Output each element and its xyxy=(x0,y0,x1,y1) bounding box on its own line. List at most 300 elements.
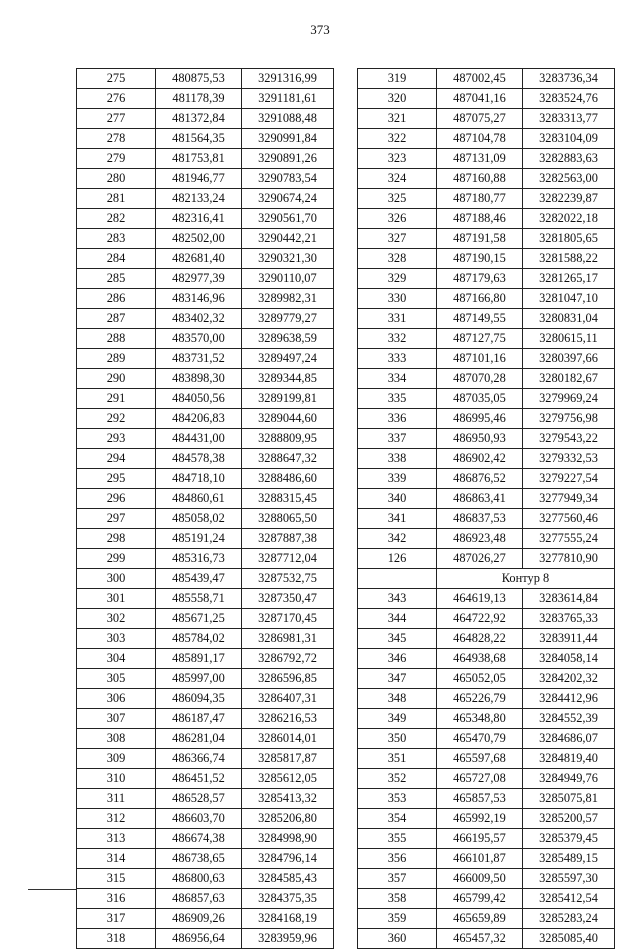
point-number-cell: 318 xyxy=(77,929,156,949)
y-coordinate-cell: 3287170,45 xyxy=(242,609,334,629)
table-row xyxy=(77,349,334,369)
table-row xyxy=(77,129,334,149)
table-row xyxy=(77,549,334,569)
table-row xyxy=(77,269,334,289)
y-coordinate-cell: 3279756,98 xyxy=(523,409,615,429)
x-coordinate-cell: 486528,57 xyxy=(156,789,242,809)
x-coordinate-cell: 485558,71 xyxy=(156,589,242,609)
table-row xyxy=(358,749,615,769)
table-row xyxy=(358,129,615,149)
x-coordinate-cell: 485784,02 xyxy=(156,629,242,649)
x-coordinate-cell: 487026,27 xyxy=(437,549,523,569)
point-number-cell: 351 xyxy=(358,749,437,769)
y-coordinate-cell: 3280182,67 xyxy=(523,369,615,389)
table-row xyxy=(358,489,615,509)
table-row xyxy=(358,249,615,269)
y-coordinate-cell: 3284202,32 xyxy=(523,669,615,689)
point-number-cell: 278 xyxy=(77,129,156,149)
table-row xyxy=(77,529,334,549)
y-coordinate-cell: 3279543,22 xyxy=(523,429,615,449)
y-coordinate-cell: 3284796,14 xyxy=(242,849,334,869)
y-coordinate-cell: 3285412,54 xyxy=(523,889,615,909)
table-row xyxy=(77,789,334,809)
y-coordinate-cell: 3286216,53 xyxy=(242,709,334,729)
table-row xyxy=(358,589,615,609)
y-coordinate-cell: 3286596,85 xyxy=(242,669,334,689)
table-row xyxy=(77,749,334,769)
table-row xyxy=(358,769,615,789)
x-coordinate-cell: 485058,02 xyxy=(156,509,242,529)
table-row xyxy=(77,69,334,89)
x-coordinate-cell: 487188,46 xyxy=(437,209,523,229)
y-coordinate-cell: 3287532,75 xyxy=(242,569,334,589)
point-number-cell: 341 xyxy=(358,509,437,529)
point-number-cell: 327 xyxy=(358,229,437,249)
table-row xyxy=(77,889,334,909)
point-number-cell: 349 xyxy=(358,709,437,729)
x-coordinate-cell: 465659,89 xyxy=(437,909,523,929)
point-number-cell: 297 xyxy=(77,509,156,529)
point-number-cell: 317 xyxy=(77,909,156,929)
x-coordinate-cell: 487160,88 xyxy=(437,169,523,189)
x-coordinate-cell: 465457,32 xyxy=(437,929,523,949)
x-coordinate-cell: 487101,16 xyxy=(437,349,523,369)
table-row xyxy=(77,429,334,449)
y-coordinate-cell: 3288315,45 xyxy=(242,489,334,509)
point-number-cell: 359 xyxy=(358,909,437,929)
point-number-cell: 286 xyxy=(77,289,156,309)
x-coordinate-cell: 466101,87 xyxy=(437,849,523,869)
table-row xyxy=(358,229,615,249)
y-coordinate-cell: 3282022,18 xyxy=(523,209,615,229)
y-coordinate-cell: 3284412,96 xyxy=(523,689,615,709)
point-number-cell: 326 xyxy=(358,209,437,229)
table-row xyxy=(358,809,615,829)
table-row xyxy=(77,149,334,169)
x-coordinate-cell: 482316,41 xyxy=(156,209,242,229)
y-coordinate-cell: 3290321,30 xyxy=(242,249,334,269)
y-coordinate-cell: 3284058,14 xyxy=(523,649,615,669)
x-coordinate-cell: 484860,61 xyxy=(156,489,242,509)
point-number-cell: 335 xyxy=(358,389,437,409)
y-coordinate-cell: 3286981,31 xyxy=(242,629,334,649)
y-coordinate-cell: 3291181,61 xyxy=(242,89,334,109)
x-coordinate-cell: 464722,92 xyxy=(437,609,523,629)
x-coordinate-cell: 487131,09 xyxy=(437,149,523,169)
point-number-cell: 350 xyxy=(358,729,437,749)
table-row xyxy=(358,409,615,429)
y-coordinate-cell: 3285206,80 xyxy=(242,809,334,829)
point-number-cell: 308 xyxy=(77,729,156,749)
x-coordinate-cell: 486876,52 xyxy=(437,469,523,489)
x-coordinate-cell: 486187,47 xyxy=(156,709,242,729)
table-row xyxy=(77,189,334,209)
table-row xyxy=(358,529,615,549)
point-number-cell: 296 xyxy=(77,489,156,509)
point-number-cell: 275 xyxy=(77,69,156,89)
contour-heading-row xyxy=(358,569,615,589)
y-coordinate-cell: 3289044,60 xyxy=(242,409,334,429)
coordinates-table-left xyxy=(76,68,334,949)
x-coordinate-cell: 482681,40 xyxy=(156,249,242,269)
table-row xyxy=(77,609,334,629)
y-coordinate-cell: 3290561,70 xyxy=(242,209,334,229)
x-coordinate-cell: 486857,63 xyxy=(156,889,242,909)
table-row xyxy=(358,449,615,469)
table-row xyxy=(77,449,334,469)
x-coordinate-cell: 481753,81 xyxy=(156,149,242,169)
x-coordinate-cell: 486863,41 xyxy=(437,489,523,509)
table-row xyxy=(77,929,334,949)
table-row xyxy=(77,229,334,249)
table-row xyxy=(77,409,334,429)
point-number-cell: 279 xyxy=(77,149,156,169)
x-coordinate-cell: 486451,52 xyxy=(156,769,242,789)
y-coordinate-cell: 3283959,96 xyxy=(242,929,334,949)
y-coordinate-cell: 3285085,40 xyxy=(523,929,615,949)
point-number-cell: 358 xyxy=(358,889,437,909)
point-number-cell: 345 xyxy=(358,629,437,649)
x-coordinate-cell: 465857,53 xyxy=(437,789,523,809)
point-number-cell: 313 xyxy=(77,829,156,849)
x-coordinate-cell: 481372,84 xyxy=(156,109,242,129)
table-row xyxy=(77,489,334,509)
point-number-cell: 331 xyxy=(358,309,437,329)
table-row xyxy=(77,649,334,669)
x-coordinate-cell: 483570,00 xyxy=(156,329,242,349)
table-row xyxy=(358,389,615,409)
point-number-cell: 333 xyxy=(358,349,437,369)
y-coordinate-cell: 3283313,77 xyxy=(523,109,615,129)
x-coordinate-cell: 486956,64 xyxy=(156,929,242,949)
x-coordinate-cell: 486800,63 xyxy=(156,869,242,889)
table-row xyxy=(77,329,334,349)
point-number-cell: 352 xyxy=(358,769,437,789)
x-coordinate-cell: 465597,68 xyxy=(437,749,523,769)
point-number-cell: 336 xyxy=(358,409,437,429)
x-coordinate-cell: 487180,77 xyxy=(437,189,523,209)
point-number-cell: 291 xyxy=(77,389,156,409)
point-number-cell: 344 xyxy=(358,609,437,629)
point-number-cell: 276 xyxy=(77,89,156,109)
x-coordinate-cell: 484050,56 xyxy=(156,389,242,409)
x-coordinate-cell: 486950,93 xyxy=(437,429,523,449)
x-coordinate-cell: 482977,39 xyxy=(156,269,242,289)
y-coordinate-cell: 3284949,76 xyxy=(523,769,615,789)
x-coordinate-cell: 487127,75 xyxy=(437,329,523,349)
x-coordinate-cell: 465226,79 xyxy=(437,689,523,709)
point-number-cell: 303 xyxy=(77,629,156,649)
table-row xyxy=(77,389,334,409)
x-coordinate-cell: 486674,38 xyxy=(156,829,242,849)
table-row xyxy=(358,209,615,229)
point-number-cell: 283 xyxy=(77,229,156,249)
point-number-cell: 357 xyxy=(358,869,437,889)
table-row xyxy=(77,769,334,789)
x-coordinate-cell: 487041,16 xyxy=(437,89,523,109)
y-coordinate-cell: 3285200,57 xyxy=(523,809,615,829)
y-coordinate-cell: 3282883,63 xyxy=(523,149,615,169)
y-coordinate-cell: 3284585,43 xyxy=(242,869,334,889)
point-number-cell: 338 xyxy=(358,449,437,469)
y-coordinate-cell: 3279332,53 xyxy=(523,449,615,469)
y-coordinate-cell: 3283104,09 xyxy=(523,129,615,149)
y-coordinate-cell: 3288647,32 xyxy=(242,449,334,469)
table-row xyxy=(77,829,334,849)
y-coordinate-cell: 3287350,47 xyxy=(242,589,334,609)
table-row xyxy=(77,89,334,109)
y-coordinate-cell: 3284998,90 xyxy=(242,829,334,849)
point-number-cell: 314 xyxy=(77,849,156,869)
x-coordinate-cell: 465727,08 xyxy=(437,769,523,789)
x-coordinate-cell: 464938,68 xyxy=(437,649,523,669)
point-number-cell: 320 xyxy=(358,89,437,109)
y-coordinate-cell: 3281047,10 xyxy=(523,289,615,309)
point-number-cell: 126 xyxy=(358,549,437,569)
point-number-cell: 298 xyxy=(77,529,156,549)
point-number-cell: 325 xyxy=(358,189,437,209)
table-row xyxy=(358,789,615,809)
point-number-cell: 347 xyxy=(358,669,437,689)
x-coordinate-cell: 487190,15 xyxy=(437,249,523,269)
table-row xyxy=(77,589,334,609)
x-coordinate-cell: 485316,73 xyxy=(156,549,242,569)
point-number-cell: 281 xyxy=(77,189,156,209)
y-coordinate-cell: 3279969,24 xyxy=(523,389,615,409)
x-coordinate-cell: 465470,79 xyxy=(437,729,523,749)
x-coordinate-cell: 466195,57 xyxy=(437,829,523,849)
y-coordinate-cell: 3288809,95 xyxy=(242,429,334,449)
y-coordinate-cell: 3288486,60 xyxy=(242,469,334,489)
x-coordinate-cell: 486603,70 xyxy=(156,809,242,829)
y-coordinate-cell: 3277810,90 xyxy=(523,549,615,569)
y-coordinate-cell: 3286407,31 xyxy=(242,689,334,709)
y-coordinate-cell: 3291088,48 xyxy=(242,109,334,129)
point-number-cell: 287 xyxy=(77,309,156,329)
table-row xyxy=(77,469,334,489)
point-number-cell: 324 xyxy=(358,169,437,189)
y-coordinate-cell: 3286792,72 xyxy=(242,649,334,669)
x-coordinate-cell: 464619,13 xyxy=(437,589,523,609)
table-row xyxy=(358,269,615,289)
y-coordinate-cell: 3288065,50 xyxy=(242,509,334,529)
point-number-cell: 290 xyxy=(77,369,156,389)
y-coordinate-cell: 3290891,26 xyxy=(242,149,334,169)
x-coordinate-cell: 486923,48 xyxy=(437,529,523,549)
y-coordinate-cell: 3277949,34 xyxy=(523,489,615,509)
y-coordinate-cell: 3280831,04 xyxy=(523,309,615,329)
table-row xyxy=(358,509,615,529)
x-coordinate-cell: 485191,24 xyxy=(156,529,242,549)
x-coordinate-cell: 481178,39 xyxy=(156,89,242,109)
table-row xyxy=(77,569,334,589)
table-row xyxy=(77,169,334,189)
table-row xyxy=(358,609,615,629)
x-coordinate-cell: 483146,96 xyxy=(156,289,242,309)
table-row xyxy=(358,889,615,909)
x-coordinate-cell: 484206,83 xyxy=(156,409,242,429)
y-coordinate-cell: 3283765,33 xyxy=(523,609,615,629)
x-coordinate-cell: 466009,50 xyxy=(437,869,523,889)
x-coordinate-cell: 484431,00 xyxy=(156,429,242,449)
point-number-cell: 348 xyxy=(358,689,437,709)
point-number-cell: 293 xyxy=(77,429,156,449)
y-coordinate-cell: 3289638,59 xyxy=(242,329,334,349)
x-coordinate-cell: 486909,26 xyxy=(156,909,242,929)
y-coordinate-cell: 3286014,01 xyxy=(242,729,334,749)
table-row xyxy=(358,869,615,889)
empty-cell xyxy=(358,569,437,589)
table-row xyxy=(358,369,615,389)
table-row xyxy=(358,909,615,929)
y-coordinate-cell: 3281805,65 xyxy=(523,229,615,249)
point-number-cell: 339 xyxy=(358,469,437,489)
point-number-cell: 280 xyxy=(77,169,156,189)
table-row xyxy=(358,109,615,129)
point-number-cell: 330 xyxy=(358,289,437,309)
table-row xyxy=(358,689,615,709)
table-row xyxy=(358,709,615,729)
point-number-cell: 340 xyxy=(358,489,437,509)
point-number-cell: 292 xyxy=(77,409,156,429)
x-coordinate-cell: 465052,05 xyxy=(437,669,523,689)
x-coordinate-cell: 486995,46 xyxy=(437,409,523,429)
table-row xyxy=(358,629,615,649)
point-number-cell: 322 xyxy=(358,129,437,149)
table-row xyxy=(358,669,615,689)
table-row xyxy=(77,809,334,829)
x-coordinate-cell: 465992,19 xyxy=(437,809,523,829)
x-coordinate-cell: 485671,25 xyxy=(156,609,242,629)
table-row xyxy=(358,69,615,89)
point-number-cell: 294 xyxy=(77,449,156,469)
point-number-cell: 315 xyxy=(77,869,156,889)
table-row xyxy=(77,369,334,389)
y-coordinate-cell: 3290110,07 xyxy=(242,269,334,289)
table-row xyxy=(77,729,334,749)
y-coordinate-cell: 3280615,11 xyxy=(523,329,615,349)
x-coordinate-cell: 481946,77 xyxy=(156,169,242,189)
table-row xyxy=(77,249,334,269)
y-coordinate-cell: 3289779,27 xyxy=(242,309,334,329)
point-number-cell: 337 xyxy=(358,429,437,449)
y-coordinate-cell: 3285379,45 xyxy=(523,829,615,849)
y-coordinate-cell: 3279227,54 xyxy=(523,469,615,489)
y-coordinate-cell: 3282239,87 xyxy=(523,189,615,209)
point-number-cell: 302 xyxy=(77,609,156,629)
page-number: 373 xyxy=(310,22,330,37)
x-coordinate-cell: 483402,32 xyxy=(156,309,242,329)
y-coordinate-cell: 3285489,15 xyxy=(523,849,615,869)
point-number-cell: 355 xyxy=(358,829,437,849)
point-number-cell: 307 xyxy=(77,709,156,729)
y-coordinate-cell: 3284819,40 xyxy=(523,749,615,769)
y-coordinate-cell: 3277560,46 xyxy=(523,509,615,529)
x-coordinate-cell: 487035,05 xyxy=(437,389,523,409)
point-number-cell: 356 xyxy=(358,849,437,869)
table-row xyxy=(358,829,615,849)
y-coordinate-cell: 3290991,84 xyxy=(242,129,334,149)
point-number-cell: 285 xyxy=(77,269,156,289)
y-coordinate-cell: 3285597,30 xyxy=(523,869,615,889)
x-coordinate-cell: 480875,53 xyxy=(156,69,242,89)
x-coordinate-cell: 487191,58 xyxy=(437,229,523,249)
x-coordinate-cell: 487070,28 xyxy=(437,369,523,389)
x-coordinate-cell: 486281,04 xyxy=(156,729,242,749)
y-coordinate-cell: 3290674,24 xyxy=(242,189,334,209)
y-coordinate-cell: 3287712,04 xyxy=(242,549,334,569)
y-coordinate-cell: 3285612,05 xyxy=(242,769,334,789)
table-row xyxy=(358,849,615,869)
x-coordinate-cell: 486902,42 xyxy=(437,449,523,469)
point-number-cell: 284 xyxy=(77,249,156,269)
y-coordinate-cell: 3283736,34 xyxy=(523,69,615,89)
point-number-cell: 299 xyxy=(77,549,156,569)
table-row xyxy=(358,649,615,669)
point-number-cell: 301 xyxy=(77,589,156,609)
y-coordinate-cell: 3291316,99 xyxy=(242,69,334,89)
y-coordinate-cell: 3284168,19 xyxy=(242,909,334,929)
point-number-cell: 353 xyxy=(358,789,437,809)
y-coordinate-cell: 3284552,39 xyxy=(523,709,615,729)
x-coordinate-cell: 485891,17 xyxy=(156,649,242,669)
point-number-cell: 323 xyxy=(358,149,437,169)
y-coordinate-cell: 3277555,24 xyxy=(523,529,615,549)
coordinates-table-right xyxy=(357,68,615,949)
point-number-cell: 309 xyxy=(77,749,156,769)
x-coordinate-cell: 487075,27 xyxy=(437,109,523,129)
point-number-cell: 343 xyxy=(358,589,437,609)
point-number-cell: 332 xyxy=(358,329,437,349)
x-coordinate-cell: 486738,65 xyxy=(156,849,242,869)
y-coordinate-cell: 3285075,81 xyxy=(523,789,615,809)
y-coordinate-cell: 3285283,24 xyxy=(523,909,615,929)
x-coordinate-cell: 483898,30 xyxy=(156,369,242,389)
y-coordinate-cell: 3285817,87 xyxy=(242,749,334,769)
table-row xyxy=(358,169,615,189)
table-row xyxy=(77,109,334,129)
point-number-cell: 312 xyxy=(77,809,156,829)
point-number-cell: 346 xyxy=(358,649,437,669)
table-row xyxy=(358,729,615,749)
x-coordinate-cell: 486094,35 xyxy=(156,689,242,709)
x-coordinate-cell: 464828,22 xyxy=(437,629,523,649)
table-row xyxy=(77,689,334,709)
y-coordinate-cell: 3290783,54 xyxy=(242,169,334,189)
point-number-cell: 310 xyxy=(77,769,156,789)
x-coordinate-cell: 487179,63 xyxy=(437,269,523,289)
point-number-cell: 300 xyxy=(77,569,156,589)
x-coordinate-cell: 484578,38 xyxy=(156,449,242,469)
y-coordinate-cell: 3281265,17 xyxy=(523,269,615,289)
x-coordinate-cell: 487166,80 xyxy=(437,289,523,309)
x-coordinate-cell: 487104,78 xyxy=(437,129,523,149)
y-coordinate-cell: 3284686,07 xyxy=(523,729,615,749)
y-coordinate-cell: 3284375,35 xyxy=(242,889,334,909)
y-coordinate-cell: 3283524,76 xyxy=(523,89,615,109)
table-row xyxy=(77,849,334,869)
table-row xyxy=(358,349,615,369)
y-coordinate-cell: 3287887,38 xyxy=(242,529,334,549)
point-number-cell: 342 xyxy=(358,529,437,549)
table-row xyxy=(77,669,334,689)
y-coordinate-cell: 3289497,24 xyxy=(242,349,334,369)
point-number-cell: 316 xyxy=(77,889,156,909)
x-coordinate-cell: 484718,10 xyxy=(156,469,242,489)
table-row xyxy=(77,629,334,649)
table-row xyxy=(77,309,334,329)
table-row xyxy=(77,709,334,729)
